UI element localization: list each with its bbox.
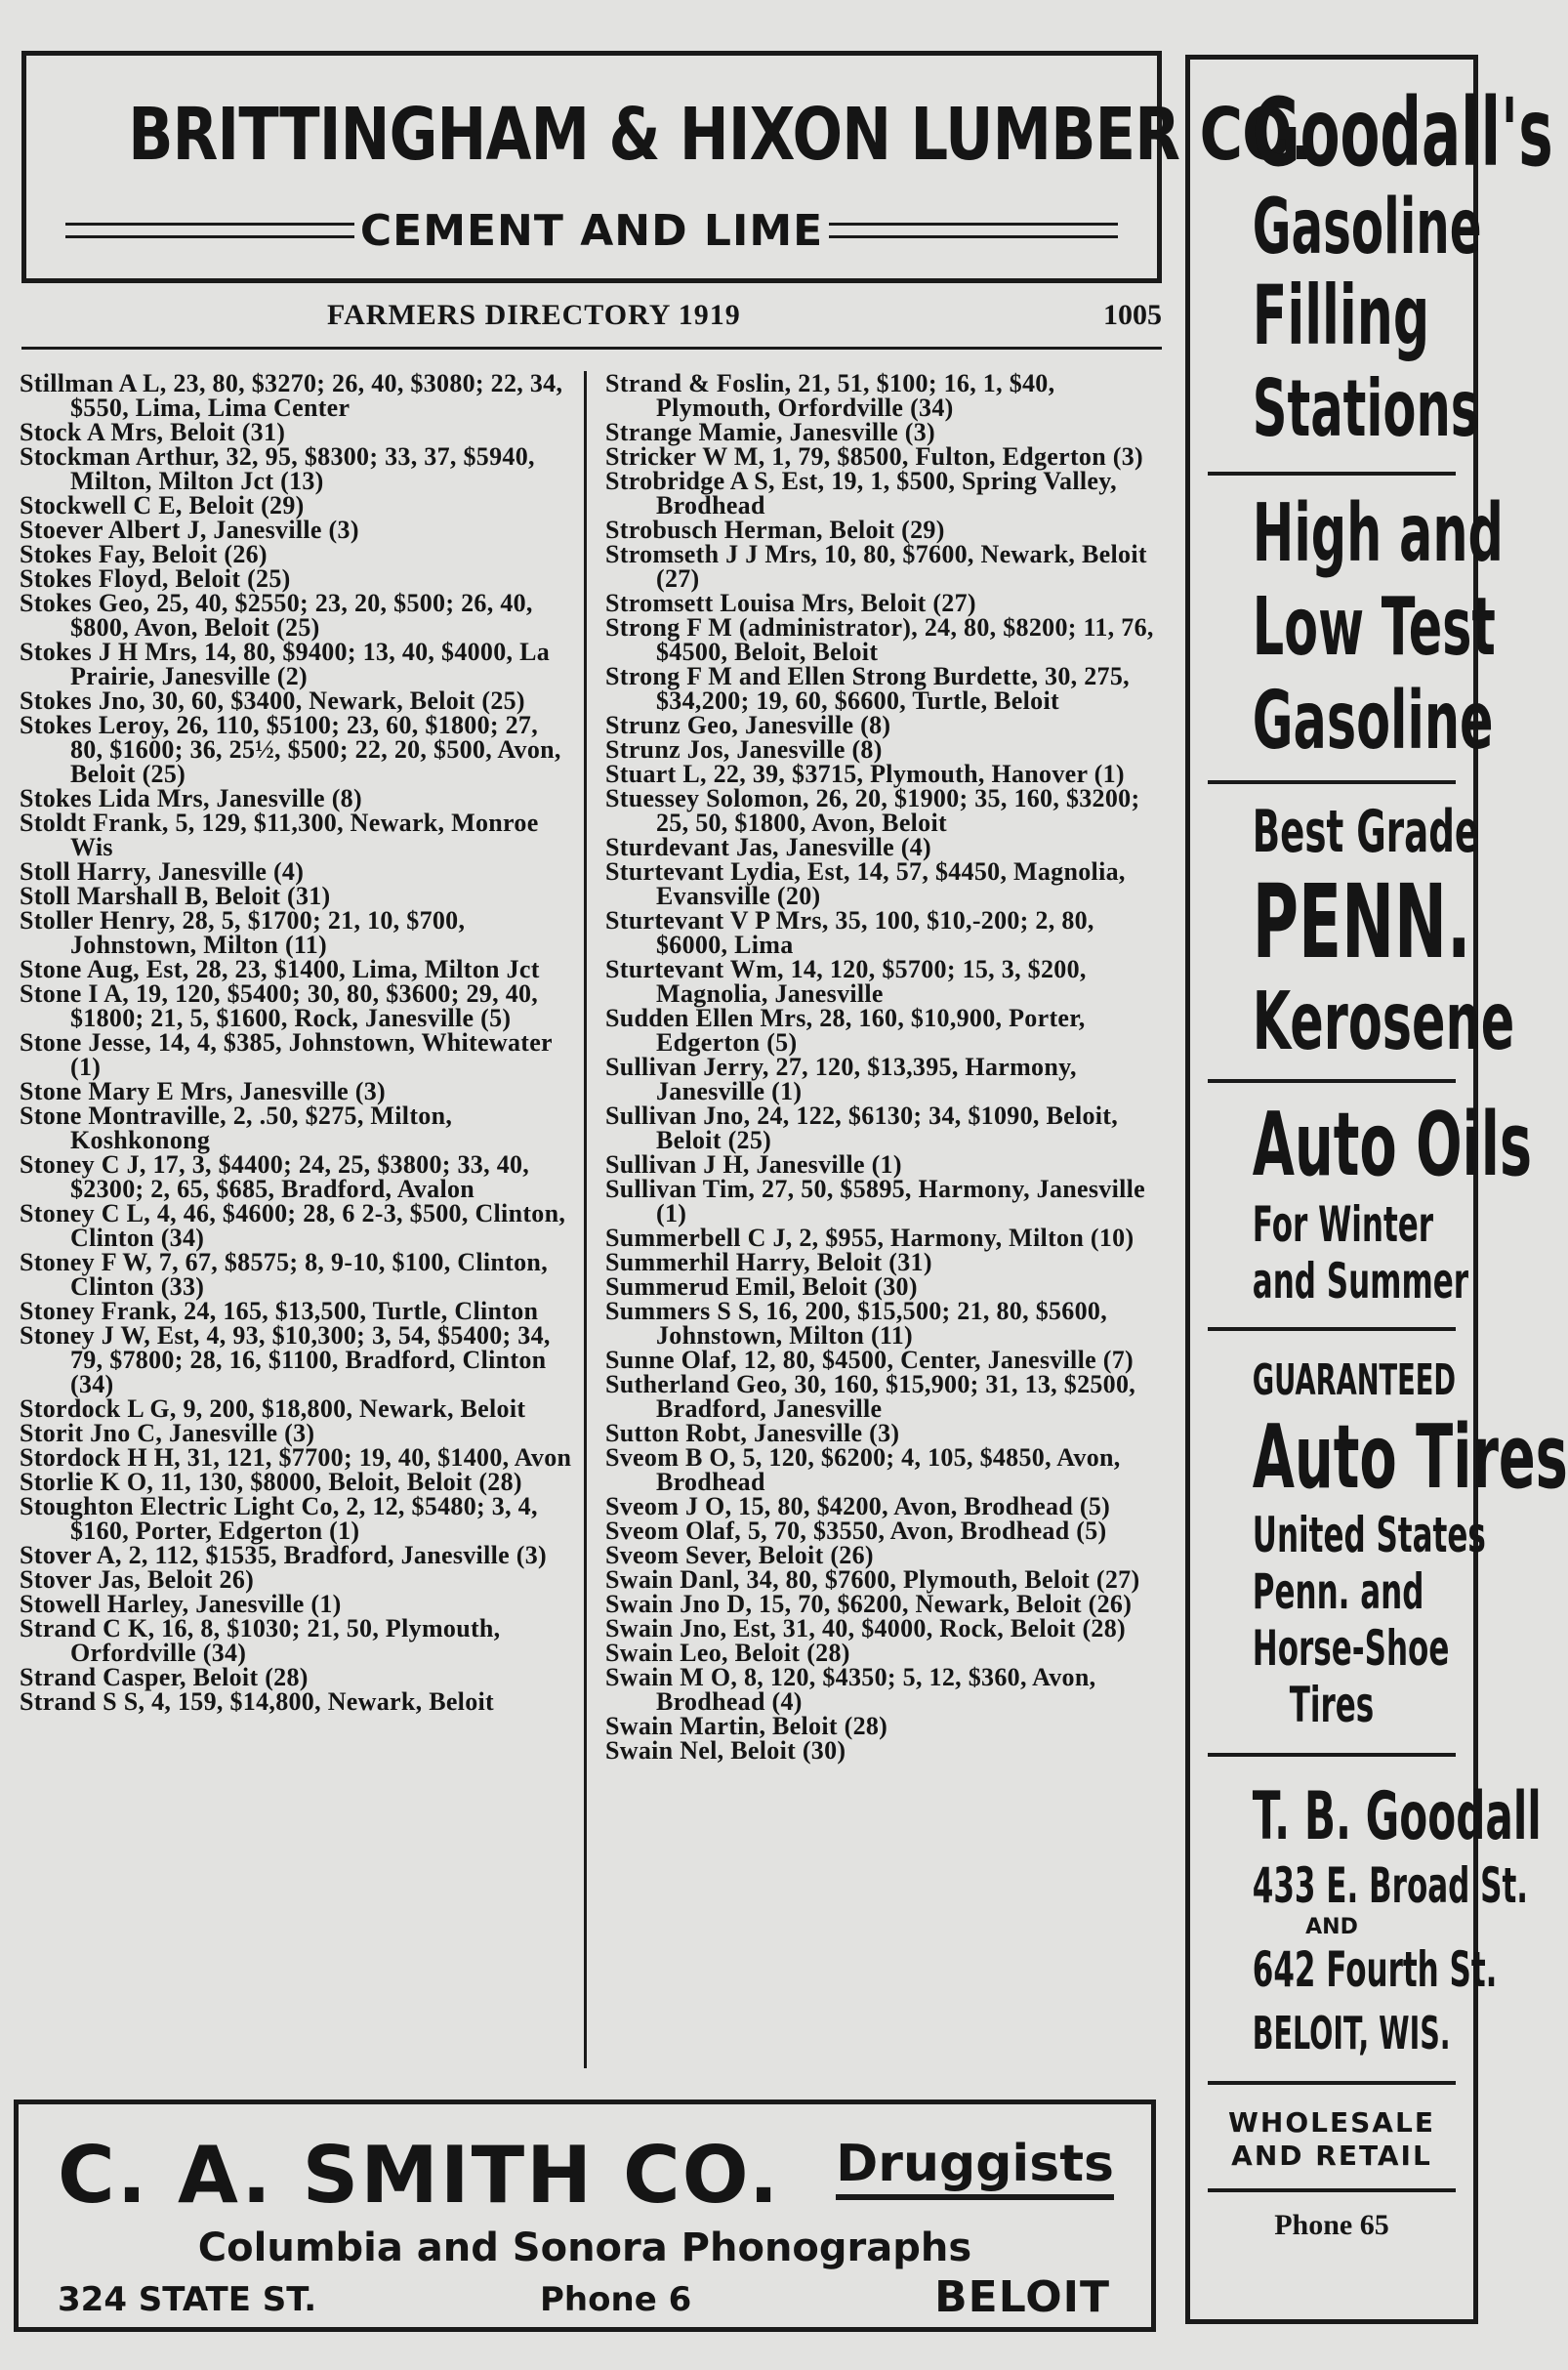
druggist-city: BELOIT bbox=[934, 2272, 1110, 2322]
directory-entry: Stoney C L, 4, 46, $4600; 28, 6 2-3, $500, Clinton, Clinton (34) bbox=[20, 1199, 566, 1252]
directory-entry: Stoever Albert J, Janesville (3) bbox=[20, 516, 359, 544]
best-grade-line: Best Grade bbox=[1252, 798, 1480, 866]
subtitle-rule-right bbox=[829, 223, 1118, 238]
directory-entry: Stokes Lida Mrs, Janesville (8) bbox=[20, 784, 362, 812]
directory-entry: Stillman A L, 23, 80, $3270; 26, 40, $3080; 22, 34, $550, Lima, Lima Center bbox=[20, 369, 563, 422]
side-rule bbox=[1208, 1327, 1456, 1331]
directory-entry: Stoll Marshall B, Beloit (31) bbox=[20, 882, 331, 910]
directory-entry: Stone Mary E Mrs, Janesville (3) bbox=[20, 1077, 386, 1105]
directory-entry: Strand Casper, Beloit (28) bbox=[20, 1663, 309, 1691]
penn-and-line: Penn. and bbox=[1252, 1563, 1424, 1620]
directory-entry: Strand C K, 16, 8, $1030; 21, 50, Plymouth, Orfordville (34) bbox=[20, 1614, 501, 1667]
directory-entry: Sullivan J H, Janesville (1) bbox=[605, 1150, 902, 1179]
penn-line: PENN. bbox=[1252, 862, 1471, 981]
directory-entry: Sveom J O, 15, 80, $4200, Avon, Brodhead (5) bbox=[605, 1492, 1111, 1520]
directory-entry: Strand S S, 4, 159, $14,800, Newark, Beloit bbox=[20, 1687, 494, 1716]
directory-entry: Sveom Sever, Beloit (26) bbox=[605, 1541, 874, 1569]
directory-entry: Swain Danl, 34, 80, $7600, Plymouth, Beloit (27) bbox=[605, 1565, 1140, 1594]
directory-entry: Swain M O, 8, 120, $4350; 5, 12, $360, Avon, Brodhead (4) bbox=[605, 1663, 1096, 1716]
directory-entry: Summerbell C J, 2, $955, Harmony, Milton (10) bbox=[605, 1224, 1135, 1252]
directory-entry: Strunz Geo, Janesville (8) bbox=[605, 711, 891, 739]
directory-entry: Sudden Ellen Mrs, 28, 160, $10,900, Porter, Edgerton (5) bbox=[605, 1004, 1086, 1057]
directory-entry: Stoney J W, Est, 4, 93, $10,300; 3, 54, $5400; 34, 79, $7800; 28, 16, $1100, Bradford, Clinton (34) bbox=[20, 1321, 551, 1398]
wholesale-line: WHOLESALE bbox=[1228, 2106, 1435, 2139]
column-divider bbox=[584, 371, 587, 2068]
druggist-phone: Phone 6 bbox=[540, 2280, 692, 2319]
directory-entry: Summerhil Harry, Beloit (31) bbox=[605, 1248, 932, 1276]
for-winter-line: For Winter bbox=[1252, 1196, 1434, 1253]
directory-entry: Sutherland Geo, 30, 160, $15,900; 31, 13, $2500, Bradford, Janesville bbox=[605, 1370, 1136, 1423]
directory-entry: Strange Mamie, Janesville (3) bbox=[605, 418, 935, 446]
directory-entry: Stromsett Louisa Mrs, Beloit (27) bbox=[605, 589, 976, 617]
side-rule bbox=[1208, 1079, 1456, 1083]
directory-entry: Stone Montraville, 2, .50, $275, Milton, Koshkonong bbox=[20, 1102, 453, 1154]
directory-entry: Stoney Frank, 24, 165, $13,500, Turtle, Clinton bbox=[20, 1297, 539, 1325]
directory-entry: Stoller Henry, 28, 5, $1700; 21, 10, $700, Johnstown, Milton (11) bbox=[20, 906, 466, 959]
gasoline-line: Gasoline bbox=[1252, 184, 1482, 271]
directory-entry: Stromseth J J Mrs, 10, 80, $7600, Newark, Beloit (27) bbox=[605, 540, 1147, 593]
phonograph-line: Columbia and Sonora Phonographs bbox=[197, 2225, 972, 2270]
test-gasoline-line: Gasoline bbox=[1252, 675, 1494, 768]
directory-entry: Stockwell C E, Beloit (29) bbox=[20, 491, 305, 520]
directory-entry: Stoney C J, 17, 3, $4400; 24, 25, $3800; 33, 40, $2300; 2, 65, $685, Bradford, Avalon bbox=[20, 1150, 530, 1203]
directory-entry: Stock A Mrs, Beloit (31) bbox=[20, 418, 286, 446]
directory-entry: Sullivan Tim, 27, 50, $5895, Harmony, Janesville (1) bbox=[605, 1175, 1146, 1227]
stations-line: Stations bbox=[1252, 363, 1480, 454]
directory-entry: Stone I A, 19, 120, $5400; 30, 80, $3600; 29, 40, $1800; 21, 5, $1600, Rock, Janesville (5) bbox=[20, 979, 539, 1032]
high-test-line: High and bbox=[1252, 487, 1504, 580]
side-ad-inner bbox=[1204, 60, 1568, 2319]
directory-entry: Stokes J H Mrs, 14, 80, $9400; 13, 40, $4000, La Prairie, Janesville (2) bbox=[20, 638, 551, 690]
directory-entry: Stuart L, 22, 39, $3715, Plymouth, Hanover (1) bbox=[605, 760, 1125, 788]
directory-entry: Stricker W M, 1, 79, $8500, Fulton, Edgerton (3) bbox=[605, 442, 1143, 471]
directory-entry: Stover Jas, Beloit 26) bbox=[20, 1565, 255, 1594]
directory-entry: Swain Martin, Beloit (28) bbox=[605, 1712, 888, 1740]
horse-shoe-line: Horse-Shoe bbox=[1252, 1620, 1450, 1677]
directory-entry: Stuessey Solomon, 26, 20, $1900; 35, 160, $3200; 25, 50, $1800, Avon, Beloit bbox=[605, 784, 1140, 837]
directory-entry: Sveom B O, 5, 120, $6200; 4, 105, $4850, Avon, Brodhead bbox=[605, 1443, 1121, 1496]
directory-entry: Stoughton Electric Light Co, 2, 12, $5480; 3, 4, $160, Porter, Edgerton (1) bbox=[20, 1492, 538, 1545]
directory-entry: Swain Jno, Est, 31, 40, $4000, Rock, Beloit (28) bbox=[605, 1614, 1126, 1642]
directory-entry: Stordock L G, 9, 200, $18,800, Newark, Beloit bbox=[20, 1394, 526, 1423]
directory-entry: Stoney F W, 7, 67, $8575; 8, 9-10, $100, Clinton, Clinton (33) bbox=[20, 1248, 548, 1301]
directory-entry: Strong F M and Ellen Strong Burdette, 30, 275, $34,200; 19, 60, $6600, Turtle, Beloit bbox=[605, 662, 1130, 715]
low-test-line: Low Test bbox=[1252, 581, 1496, 674]
directory-entry: Stoll Harry, Janesville (4) bbox=[20, 857, 305, 886]
subtitle-rule-left bbox=[65, 223, 354, 238]
druggist-tagline: Druggists bbox=[836, 2134, 1114, 2200]
directory-entry: Sveom Olaf, 5, 70, $3550, Avon, Brodhead (5) bbox=[605, 1517, 1107, 1545]
directory-entry: Stockman Arthur, 32, 95, $8300; 33, 37, $5940, Milton, Milton Jct (13) bbox=[20, 442, 535, 495]
directory-entry: Sullivan Jerry, 27, 120, $13,395, Harmony, Janesville (1) bbox=[605, 1053, 1077, 1105]
page-title: FARMERS DIRECTORY 1919 bbox=[327, 299, 741, 331]
directory-entry: Strand & Foslin, 21, 51, $100; 16, 1, $40, Plymouth, Orfordville (34) bbox=[605, 369, 1055, 422]
page-number: 1005 bbox=[1103, 299, 1162, 331]
lumber-company-name: BRITTINGHAM & HIXON LUMBER CO. bbox=[128, 93, 1312, 177]
side-rule bbox=[1208, 2188, 1456, 2192]
united-states-line: United States bbox=[1252, 1507, 1486, 1563]
tires-line: Tires bbox=[1289, 1677, 1375, 1733]
goodall-brand: Goodall's bbox=[1252, 78, 1553, 187]
address-and: AND bbox=[1305, 1915, 1358, 1939]
address-broad: 433 E. Broad St. bbox=[1252, 1857, 1529, 1914]
directory-entry: Swain Nel, Beloit (30) bbox=[605, 1736, 846, 1765]
side-advertisement bbox=[1185, 55, 1568, 2324]
directory-entry: Stokes Geo, 25, 40, $2550; 23, 20, $500; 26, 40, $800, Avon, Beloit (25) bbox=[20, 589, 533, 642]
directory-entry: Sturtevant Wm, 14, 120, $5700; 15, 3, $200, Magnolia, Janesville bbox=[605, 955, 1087, 1008]
address-fourth: 642 Fourth St. bbox=[1252, 1941, 1498, 1998]
directory-entry: Summers S S, 16, 200, $15,500; 21, 80, $5600, Johnstown, Milton (11) bbox=[605, 1297, 1108, 1350]
directory-entry: Storit Jno C, Janesville (3) bbox=[20, 1419, 315, 1447]
side-phone: Phone 65 bbox=[1274, 2209, 1389, 2241]
directory-entry: Strobridge A S, Est, 19, 1, $500, Spring Valley, Brodhead bbox=[605, 467, 1117, 520]
owner-city: BELOIT, WIS. bbox=[1252, 2007, 1451, 2059]
page-header bbox=[21, 291, 1162, 344]
directory-entry: Stokes Fay, Beloit (26) bbox=[20, 540, 268, 568]
directory-entry: Sunne Olaf, 12, 80, $4500, Center, Janesville (7) bbox=[605, 1346, 1134, 1374]
druggist-address: 324 STATE ST. bbox=[58, 2280, 317, 2319]
directory-entry: Stone Jesse, 14, 4, $385, Johnstown, Whitewater (1) bbox=[20, 1028, 553, 1081]
directory-entry: Stoldt Frank, 5, 129, $11,300, Newark, Monroe Wis bbox=[20, 809, 539, 861]
directory-entry: Strunz Jos, Janesville (8) bbox=[605, 735, 883, 764]
directory-entry: Strong F M (administrator), 24, 80, $8200; 11, 76, $4500, Beloit, Beloit bbox=[605, 613, 1154, 666]
side-rule bbox=[1208, 780, 1456, 784]
side-rule bbox=[1208, 472, 1456, 476]
directory-entry: Stordock H H, 31, 121, $7700; 19, 40, $1400, Avon bbox=[20, 1443, 572, 1472]
directory-entry: Swain Jno D, 15, 70, $6200, Newark, Beloit (26) bbox=[605, 1590, 1133, 1618]
druggist-company-name: C. A. SMITH CO. bbox=[58, 2130, 781, 2221]
left-column bbox=[20, 371, 576, 1714]
bottom-advertisement bbox=[14, 2100, 1156, 2332]
directory-entry: Strobusch Herman, Beloit (29) bbox=[605, 516, 945, 544]
directory-entry: Stover A, 2, 112, $1535, Bradford, Janesville (3) bbox=[20, 1541, 547, 1569]
and-summer-line: and Summer bbox=[1252, 1253, 1469, 1310]
directory-entry: Swain Leo, Beloit (28) bbox=[605, 1639, 850, 1667]
side-rule bbox=[1208, 1753, 1456, 1757]
directory-entry: Stowell Harley, Janesville (1) bbox=[20, 1590, 342, 1618]
directory-entry: Stokes Floyd, Beloit (25) bbox=[20, 564, 291, 593]
right-column bbox=[605, 371, 1162, 1763]
directory-entry: Sturtevant Lydia, Est, 14, 57, $4450, Magnolia, Evansville (20) bbox=[605, 857, 1126, 910]
filling-line: Filling bbox=[1252, 268, 1430, 363]
and-retail-line: AND RETAIL bbox=[1231, 2140, 1432, 2172]
owner-name: T. B. Goodall bbox=[1252, 1778, 1542, 1855]
side-rule bbox=[1208, 2081, 1456, 2085]
directory-entry: Summerud Emil, Beloit (30) bbox=[605, 1272, 918, 1301]
auto-tires-line: Auto Tires bbox=[1252, 1406, 1568, 1509]
top-advertisement bbox=[21, 51, 1312, 283]
lumber-subtitle-row bbox=[65, 200, 1118, 261]
directory-entry: Sturtevant V P Mrs, 35, 100, $10,-200; 2, 80, $6000, Lima bbox=[605, 906, 1094, 959]
directory-entry: Stokes Jno, 30, 60, $3400, Newark, Beloit (25) bbox=[20, 686, 525, 715]
directory-entry: Sutton Robt, Janesville (3) bbox=[605, 1419, 900, 1447]
directory-entry: Storlie K O, 11, 130, $8000, Beloit, Beloit (28) bbox=[20, 1468, 522, 1496]
directory-entry: Sturdevant Jas, Janesville (4) bbox=[605, 833, 931, 861]
directory-entry: Stone Aug, Est, 28, 23, $1400, Lima, Milton Jct bbox=[20, 955, 540, 983]
kerosene-line: Kerosene bbox=[1252, 976, 1515, 1068]
lumber-subtitle: CEMENT AND LIME bbox=[359, 205, 824, 256]
directory-entry: Sullivan Jno, 24, 122, $6130; 34, $1090, Beloit, Beloit (25) bbox=[605, 1102, 1119, 1154]
directory-entry: Stokes Leroy, 26, 110, $5100; 23, 60, $1800; 27, 80, $1600; 36, 25½, $500; 22, 20, $500, Avon, Beloit (25) bbox=[20, 711, 561, 788]
guaranteed-line: GUARANTEED bbox=[1252, 1355, 1457, 1405]
header-rule bbox=[21, 347, 1162, 350]
auto-oils-line: Auto Oils bbox=[1252, 1094, 1533, 1196]
